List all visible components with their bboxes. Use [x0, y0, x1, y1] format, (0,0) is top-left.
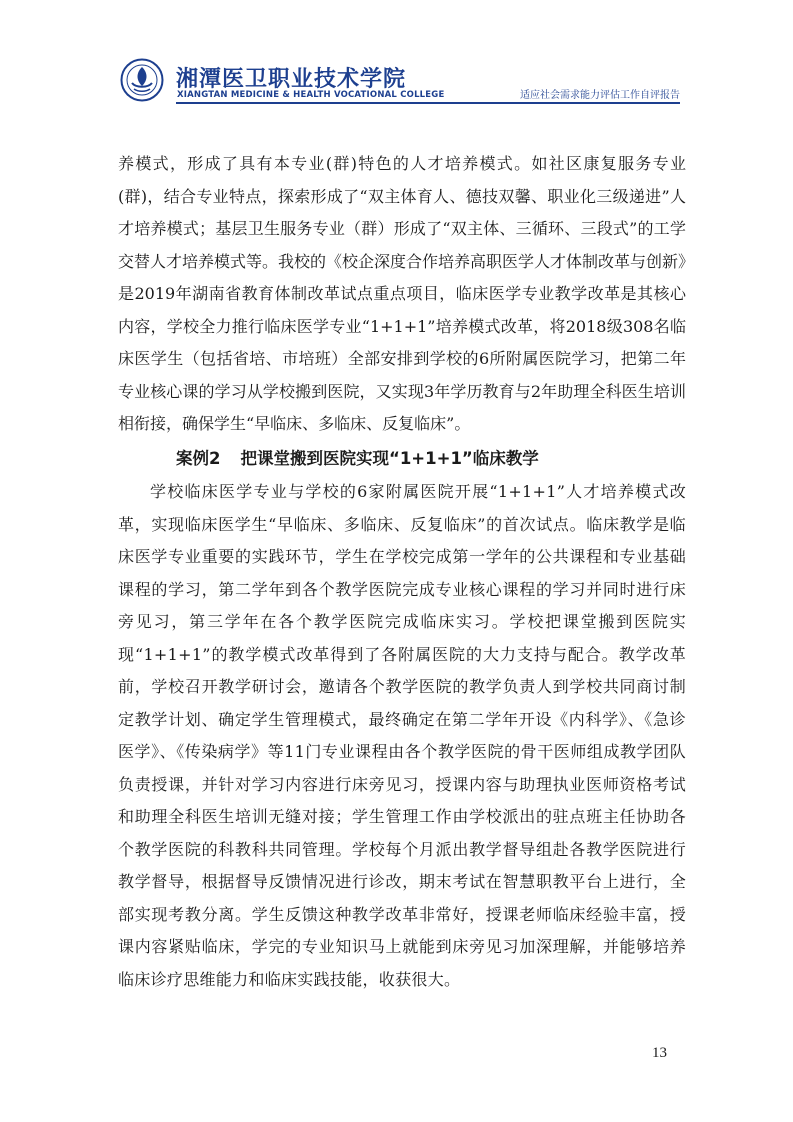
school-emblem-icon [120, 58, 164, 102]
school-name-english: XIANGTAN MEDICINE & HEALTH VOCATIONAL COLLEGE [177, 90, 445, 100]
header-divider [176, 102, 680, 104]
continued-paragraph: 养模式，形成了具有本专业(群)特色的人才培养模式。如社区康复服务专业(群)，结合专业特点，探索形成了“双主体育人、德技双馨、职业化三级递进”人才培养模式；基层卫生服务专业（群）形成了“双主体、三循环、三段式”的工学交替人才培养模式等。我校的《校企深度合作培养高职医学人才体制改革与创新》是2019年湖南省教育体制改革试点重点项目，临床医学专业教学改革是其核心内容，学校全力推行临床医学专业“1+1+1”培养模式改革，将2018级308名临床医学生（包括省培、市培班）全部安排到学校的6所附属医院学习，把第二年专业核心课的学习从学校搬到医院，又实现3年学历教育与2年助理全科医生培训相衔接，确保学生“早临床、多临床、反复临床”。 [118, 154, 687, 433]
case-title: 把课堂搬到医院实现“1+1+1”临床教学 [240, 448, 539, 468]
page-header [120, 58, 680, 108]
case-heading [118, 443, 686, 476]
school-name-chinese: 湘潭医卫职业技术学院 [176, 66, 407, 92]
case-label: 案例2 [176, 448, 221, 468]
page-body [118, 148, 686, 996]
report-title: 适应社会需求能力评估工作自评报告 [520, 90, 680, 101]
case-paragraph: 学校临床医学专业与学校的6家附属医院开展“1+1+1”人才培养模式改革，实现临床医学生“早临床、多临床、反复临床”的首次试点。临床教学是临床医学专业重要的实践环节，学生在学校完成第一学年的公共课程和专业基础课程的学习，第二学年到各个教学医院完成专业核心课程的学习并同时进行床旁见习，第三学年在各个教学医院完成临床实习。学校把课堂搬到医院实现“1+1+1”的教学模式改革得到了各附属医院的大力支持与配合。教学改革前，学校召开教学研讨会，邀请各个教学医院的教学负责人到学校共同商讨制定教学计划、确定学生管理模式，最终确定在第二学年开设《内科学》、《急诊医学》、《传染病学》等11门专业课程由各个教学医院的骨干医师组成教学团队负责授课，并针对学习内容进行床旁见习，授课内容与助理执业医师资格考试和助理全科医生培训无缝对接；学生管理工作由学校派出的驻点班主任协助各个教学医院的科教科共同管理。学校每个月派出教学督导组赴各教学医院进行教学督导，根据督导反馈情况进行诊改，期末考试在智慧职教平台上进行，全部实现考教分离。学生反馈这种教学改革非常好，授课老师临床经验丰富，授课内容紧贴临床，学完的专业知识马上就能到床旁见习加深理解，并能够培养临床诊疗思维能力和临床实践技能，收获很大。 [118, 482, 686, 989]
page-number: 13 [652, 1045, 667, 1061]
